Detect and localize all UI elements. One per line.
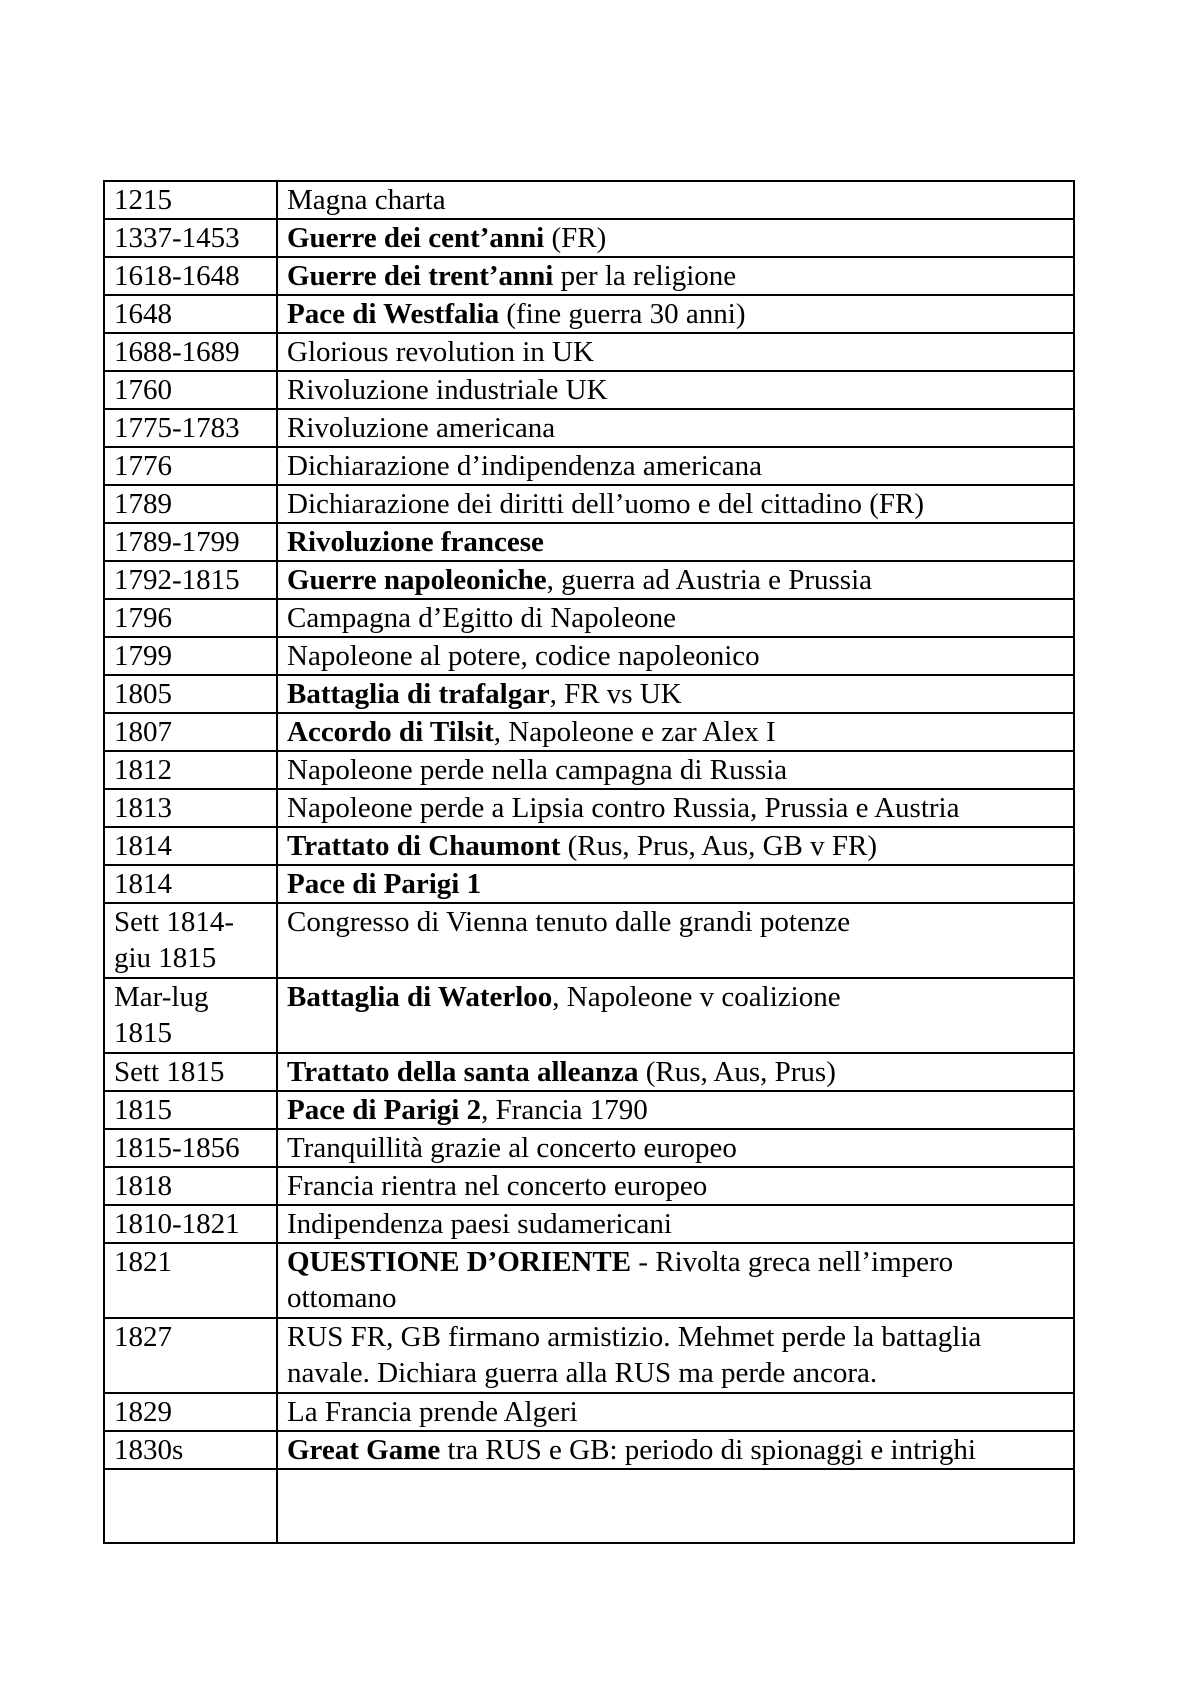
- event-cell: [277, 1129, 1074, 1167]
- event-text: Indipendenza paesi sudamericani: [287, 1208, 672, 1240]
- table-row: [104, 523, 1074, 561]
- event-text-bold: Accordo di Tilsit: [287, 716, 494, 748]
- date-cell: 1815-1856: [104, 1129, 277, 1167]
- event-text: La Francia prende Algeri: [287, 1396, 578, 1428]
- date-cell: 1688-1689: [104, 333, 277, 371]
- event-cell: [277, 1167, 1074, 1205]
- table-row: [104, 1469, 1074, 1543]
- date-cell: 1805: [104, 675, 277, 713]
- date-cell: 1789-1799: [104, 523, 277, 561]
- event-cell: [277, 1393, 1074, 1431]
- event-cell: [277, 295, 1074, 333]
- date-cell: 1827: [104, 1318, 277, 1393]
- event-cell: [277, 1431, 1074, 1469]
- table-row: [104, 181, 1074, 219]
- event-cell: [277, 751, 1074, 789]
- date-cell: 1812: [104, 751, 277, 789]
- table-row: [104, 485, 1074, 523]
- event-cell: [277, 523, 1074, 561]
- event-cell: [277, 333, 1074, 371]
- event-text: Magna charta: [287, 184, 446, 216]
- event-text: - Rivolta greca nell’impero ottomano: [287, 1246, 954, 1314]
- event-text: Napoleone perde a Lipsia contro Russia, Prussia e Austria: [287, 792, 960, 824]
- date-cell: 1830s: [104, 1431, 277, 1469]
- date-cell: 1818: [104, 1167, 277, 1205]
- event-cell: [277, 599, 1074, 637]
- event-text: Francia rientra nel concerto europeo: [287, 1170, 708, 1202]
- table-row: [104, 409, 1074, 447]
- event-text-bold: Trattato di Chaumont: [287, 830, 561, 862]
- date-cell: 1618-1648: [104, 257, 277, 295]
- date-cell: 1821: [104, 1243, 277, 1318]
- date-cell: 1829: [104, 1393, 277, 1431]
- event-text: Glorious revolution in UK: [287, 336, 594, 368]
- event-text: (fine guerra 30 anni): [499, 298, 746, 330]
- date-cell: 1337-1453: [104, 219, 277, 257]
- date-cell: 1814: [104, 827, 277, 865]
- event-text: tra RUS e GB: periodo di spionaggi e intrighi: [440, 1434, 976, 1466]
- event-text-bold: Trattato della santa alleanza: [287, 1056, 639, 1088]
- table-row: [104, 447, 1074, 485]
- event-text-bold: Great Game: [287, 1434, 441, 1466]
- event-text: Rivoluzione industriale UK: [287, 374, 608, 406]
- event-text: (Rus, Prus, Aus, GB v FR): [560, 830, 878, 862]
- event-cell: [277, 827, 1074, 865]
- table-row: [104, 827, 1074, 865]
- event-cell: [277, 561, 1074, 599]
- event-cell: [277, 371, 1074, 409]
- event-cell: [277, 219, 1074, 257]
- date-cell: 1775-1783: [104, 409, 277, 447]
- event-cell: [277, 1469, 1074, 1543]
- table-row: [104, 371, 1074, 409]
- table-row: [104, 219, 1074, 257]
- event-text: Rivoluzione americana: [287, 412, 556, 444]
- event-text-bold: Pace di Parigi 1: [287, 868, 482, 900]
- event-text-bold: Pace di Westfalia: [287, 298, 500, 330]
- table-row: [104, 978, 1074, 1053]
- table-row: [104, 675, 1074, 713]
- event-cell: [277, 1205, 1074, 1243]
- event-text: Campagna d’Egitto di Napoleone: [287, 602, 676, 634]
- timeline-table: [103, 180, 1075, 1544]
- event-text: Dichiarazione d’indipendenza americana: [287, 450, 763, 482]
- date-cell: Mar-lug 1815: [104, 978, 277, 1053]
- event-text: (FR): [544, 222, 607, 254]
- event-text: , Napoleone e zar Alex I: [493, 716, 776, 748]
- event-cell: [277, 1053, 1074, 1091]
- event-text-bold: Battaglia di Waterloo: [287, 981, 553, 1013]
- table-row: [104, 713, 1074, 751]
- event-text-bold: Pace di Parigi 2: [287, 1094, 482, 1126]
- date-cell: 1792-1815: [104, 561, 277, 599]
- event-cell: [277, 485, 1074, 523]
- event-text: , Francia 1790: [481, 1094, 648, 1126]
- event-text: (Rus, Aus, Prus): [638, 1056, 836, 1088]
- event-cell: [277, 257, 1074, 295]
- event-text: , Napoleone v coalizione: [552, 981, 841, 1013]
- event-cell: [277, 675, 1074, 713]
- event-cell: [277, 409, 1074, 447]
- event-cell: [277, 713, 1074, 751]
- date-cell: [104, 1469, 277, 1543]
- table-row: [104, 257, 1074, 295]
- event-cell: [277, 447, 1074, 485]
- date-cell: 1215: [104, 181, 277, 219]
- event-text-bold: Rivoluzione francese: [287, 526, 544, 558]
- event-text: Napoleone al potere, codice napoleonico: [287, 640, 760, 672]
- event-text-bold: QUESTIONE D’ORIENTE: [287, 1246, 632, 1278]
- date-cell: 1810-1821: [104, 1205, 277, 1243]
- event-cell: [277, 1091, 1074, 1129]
- event-cell: [277, 903, 1074, 978]
- event-text: per la religione: [553, 260, 737, 292]
- table-row: [104, 1167, 1074, 1205]
- table-row: [104, 1393, 1074, 1431]
- event-text-bold: Guerre dei trent’anni: [287, 260, 554, 292]
- event-cell: [277, 637, 1074, 675]
- table-row: [104, 1431, 1074, 1469]
- table-row: [104, 295, 1074, 333]
- date-cell: 1799: [104, 637, 277, 675]
- event-cell: [277, 978, 1074, 1053]
- date-cell: 1815: [104, 1091, 277, 1129]
- event-text: Congresso di Vienna tenuto dalle grandi potenze: [287, 906, 851, 938]
- table-row: [104, 903, 1074, 978]
- table-row: [104, 599, 1074, 637]
- event-text: Tranquillità grazie al concerto europeo: [287, 1132, 737, 1164]
- event-text: , FR vs UK: [549, 678, 682, 710]
- event-text-bold: Guerre napoleoniche: [287, 564, 547, 596]
- event-cell: [277, 181, 1074, 219]
- table-row: [104, 1318, 1074, 1393]
- date-cell: 1814: [104, 865, 277, 903]
- date-cell: Sett 1814-giu 1815: [104, 903, 277, 978]
- date-cell: 1648: [104, 295, 277, 333]
- event-text: Dichiarazione dei diritti dell’uomo e del cittadino (FR): [287, 488, 925, 520]
- table-row: [104, 1243, 1074, 1318]
- date-cell: 1813: [104, 789, 277, 827]
- table-row: [104, 637, 1074, 675]
- event-text-bold: Battaglia di trafalgar: [287, 678, 550, 710]
- event-text-bold: Guerre dei cent’anni: [287, 222, 545, 254]
- event-cell: [277, 789, 1074, 827]
- table-row: [104, 561, 1074, 599]
- table-row: [104, 1205, 1074, 1243]
- table-row: [104, 1091, 1074, 1129]
- date-cell: 1807: [104, 713, 277, 751]
- date-cell: Sett 1815: [104, 1053, 277, 1091]
- event-text: , guerra ad Austria e Prussia: [546, 564, 872, 596]
- event-cell: [277, 865, 1074, 903]
- date-cell: 1789: [104, 485, 277, 523]
- date-cell: 1760: [104, 371, 277, 409]
- date-cell: 1776: [104, 447, 277, 485]
- event-cell: [277, 1318, 1074, 1393]
- timeline-body: [104, 181, 1074, 1543]
- table-row: [104, 751, 1074, 789]
- table-row: [104, 333, 1074, 371]
- table-row: [104, 1053, 1074, 1091]
- date-cell: 1796: [104, 599, 277, 637]
- table-row: [104, 1129, 1074, 1167]
- table-row: [104, 865, 1074, 903]
- event-text: Napoleone perde nella campagna di Russia: [287, 754, 788, 786]
- event-cell: [277, 1243, 1074, 1318]
- event-text: RUS FR, GB firmano armistizio. Mehmet perde la battaglia navale. Dichiara guerra alla RUS ma perde ancora.: [287, 1321, 982, 1389]
- table-row: [104, 789, 1074, 827]
